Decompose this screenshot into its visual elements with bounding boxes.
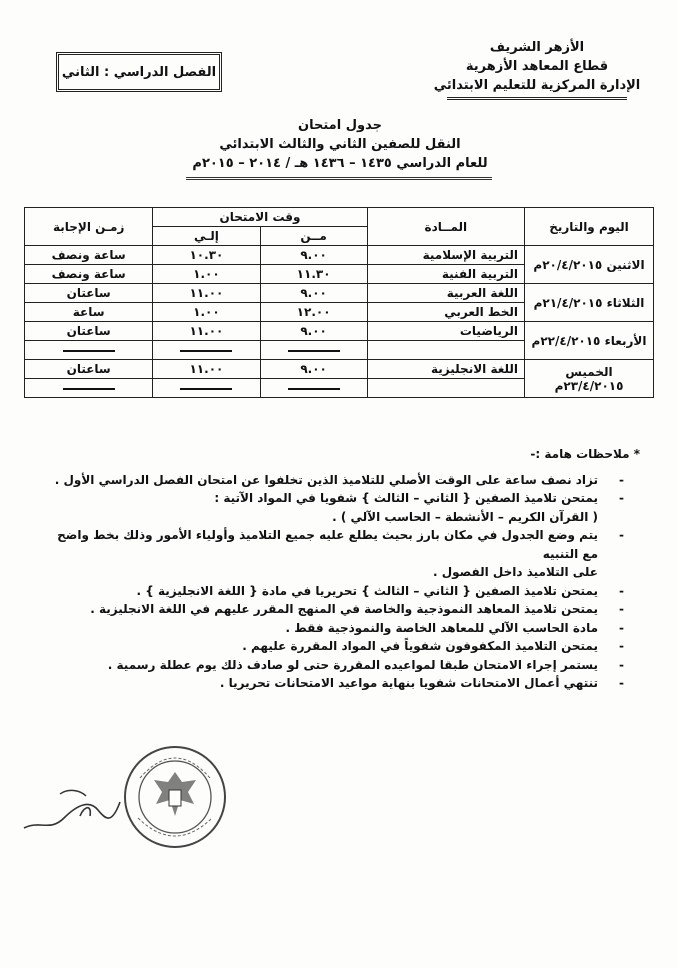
to-cell: ١٠.٣٠	[153, 246, 260, 265]
table-header-row	[25, 208, 654, 227]
note-bullet: -	[619, 639, 624, 653]
empty-dash	[180, 388, 232, 390]
term-box	[56, 52, 222, 92]
note-item	[42, 637, 642, 656]
header-to: إلـي	[153, 227, 260, 246]
note-text: يمتحن تلاميذ الصفين { الثاني – الثالث } شفويا في المواد الآتية :	[214, 491, 598, 505]
to-cell: ١١.٠٠	[153, 360, 260, 379]
note-bullet: -	[619, 620, 624, 635]
subject-cell	[367, 341, 524, 360]
header-subject: المــادة	[367, 208, 524, 246]
note-item	[42, 674, 642, 693]
note-text: يمتحن تلاميذ الصفين { الثاني – الثالث } تحريريا في مادة { اللغة الانجليزية } .	[136, 583, 598, 598]
notes-list	[42, 471, 642, 693]
to-cell: ١.٠٠	[153, 265, 260, 284]
notes-section	[42, 445, 642, 693]
subject-cell: التربية الفنية	[367, 265, 524, 284]
note-text: يستمر إجراء الامتحان طبقا لمواعيده المقررة حتى لو صادف ذلك يوم عطلة رسمية .	[107, 657, 598, 672]
note-text: تزاد نصف ساعة على الوقت الأصلي للتلاميذ الذين تخلفوا عن امتحان الفصل الدراسي الأول .	[54, 472, 598, 487]
note-item	[42, 582, 642, 601]
note-text: يمتحن التلاميذ المكفوفون شفوياً في المواد المقررة عليهم .	[242, 639, 598, 653]
note-text: ( القرآن الكريم – الأنشطة – الحاسب الآلي ) .	[332, 509, 598, 524]
from-cell: ٩.٠٠	[260, 246, 367, 265]
document-title	[175, 116, 505, 173]
note-bullet: -	[619, 491, 624, 505]
duration-cell	[25, 341, 153, 360]
empty-dash	[180, 350, 232, 352]
day-cell: الثلاثاء ٢١/٤/٢٠١٥م	[525, 284, 654, 322]
subject-cell: الرياضيات	[367, 322, 524, 341]
header-line-2: قطاع المعاهد الأزهرية	[465, 59, 609, 74]
duration-cell: ساعة ونصف	[25, 246, 153, 265]
note-text: مادة الحاسب الآلي للمعاهد الخاصة والنموذجية فقط .	[285, 620, 598, 635]
note-text: تنتهي أعمال الامتحانات شفويا بنهاية مواعيد الامتحانات تحريريا .	[219, 676, 598, 690]
to-cell: ١١.٠٠	[153, 284, 260, 303]
from-cell: ٩.٠٠	[260, 284, 367, 303]
table-row	[25, 284, 654, 303]
empty-dash	[288, 388, 340, 390]
note-bullet: -	[619, 528, 624, 542]
note-bullet: -	[619, 676, 624, 690]
to-cell	[153, 341, 260, 360]
note-text: يمتحن تلاميذ المعاهد النموذجية والخاصة في المنهج المقرر عليهم في اللغة الانجليزية .	[90, 602, 598, 616]
note-item	[42, 600, 642, 619]
note-item	[42, 489, 642, 508]
from-cell: ٩.٠٠	[260, 322, 367, 341]
header-line-1: الأزهر الشريف	[489, 40, 585, 55]
duration-cell: ساعتان	[25, 284, 153, 303]
header-underline	[447, 97, 627, 100]
empty-dash	[63, 350, 115, 352]
table-row	[25, 360, 654, 379]
institution-header	[432, 38, 642, 100]
note-item	[42, 656, 642, 675]
note-text: يتم وضع الجدول في مكان بارز بحيث يطلع عليه جميع التلاميذ وأولياء الأمور وذلك بخط واضح مع التنبيه	[57, 528, 598, 561]
note-item	[42, 526, 642, 563]
exam-schedule-table	[24, 207, 654, 398]
note-item	[42, 563, 642, 582]
from-cell: ٩.٠٠	[260, 360, 367, 379]
empty-dash	[288, 350, 340, 352]
subject-cell: اللغة الانجليزية	[367, 360, 524, 379]
note-bullet: -	[619, 602, 624, 616]
duration-cell: ساعتان	[25, 360, 153, 379]
note-item	[42, 508, 642, 527]
duration-cell: ساعة	[25, 303, 153, 322]
to-cell	[153, 379, 260, 398]
note-bullet: -	[619, 472, 624, 487]
title-line-3: للعام الدراسي ١٤٣٥ – ١٤٣٦ هـ / ٢٠١٤ – ٢٠١٥م	[192, 156, 488, 171]
title-line-2: النقل للصفين الثاني والثالث الابتدائي	[219, 137, 461, 152]
header-line-3: الإدارة المركزية للتعليم الابتدائي	[433, 78, 641, 93]
duration-cell: ساعة ونصف	[25, 265, 153, 284]
handwritten-signature-icon	[20, 780, 130, 840]
notes-title: * ملاحظات هامة :-	[530, 447, 640, 461]
header-duration: زمـن الإجابة	[25, 208, 153, 246]
title-line-1: جدول امتحان	[298, 118, 382, 133]
table-row	[25, 246, 654, 265]
note-bullet: -	[619, 657, 624, 672]
header-time: وقت الامتحان	[153, 208, 367, 227]
to-cell: ١.٠٠	[153, 303, 260, 322]
from-cell: ١١.٣٠	[260, 265, 367, 284]
from-cell	[260, 379, 367, 398]
subject-cell: اللغة العربية	[367, 284, 524, 303]
from-cell: ١٢.٠٠	[260, 303, 367, 322]
day-cell: الخميس ٢٣/٤/٢٠١٥م	[525, 360, 654, 398]
duration-cell: ساعتان	[25, 322, 153, 341]
eagle-seal-icon	[120, 742, 230, 852]
term-label: الفصل الدراسي : الثاني	[61, 64, 217, 80]
empty-dash	[63, 388, 115, 390]
from-cell	[260, 341, 367, 360]
note-text: على التلاميذ داخل الفصول .	[432, 565, 598, 579]
header-from: مــن	[260, 227, 367, 246]
note-bullet: -	[619, 583, 624, 598]
subject-cell: التربية الإسلامية	[367, 246, 524, 265]
table-body	[25, 246, 654, 398]
note-item	[42, 619, 642, 638]
title-divider	[186, 177, 492, 180]
day-cell: الاثنين ٢٠/٤/٢٠١٥م	[525, 246, 654, 284]
day-cell: الأربعاء ٢٢/٤/٢٠١٥م	[525, 322, 654, 360]
duration-cell	[25, 379, 153, 398]
to-cell: ١١.٠٠	[153, 322, 260, 341]
note-item	[42, 471, 642, 490]
subject-cell: الخط العربي	[367, 303, 524, 322]
table-row	[25, 322, 654, 341]
subject-cell	[367, 379, 524, 398]
header-day: اليوم والتاريخ	[525, 208, 654, 246]
